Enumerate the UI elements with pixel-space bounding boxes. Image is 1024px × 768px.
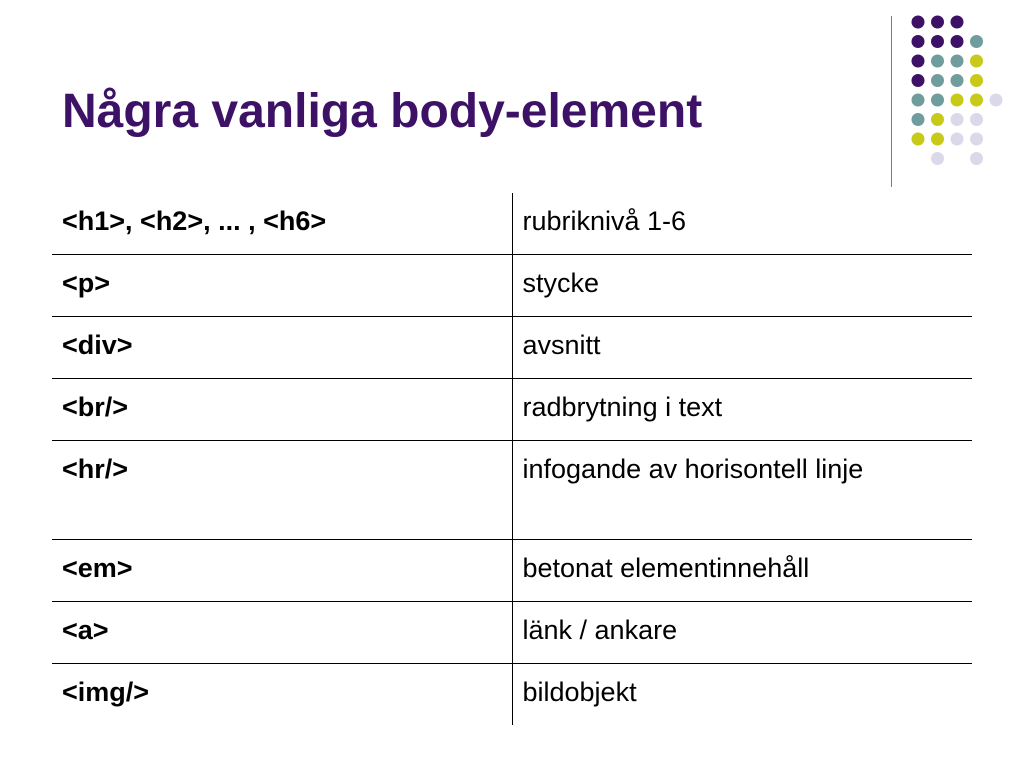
tag-cell: <p> — [62, 268, 111, 298]
decorative-dot — [951, 94, 964, 107]
decorative-dot — [970, 113, 983, 126]
table-row — [52, 379, 972, 441]
decorative-dot — [912, 94, 925, 107]
decorative-dot — [951, 74, 964, 87]
decorative-dot — [931, 133, 944, 146]
decorative-dot — [931, 55, 944, 68]
decorative-dot — [912, 133, 925, 146]
tag-cell: <em> — [62, 553, 133, 583]
table-row — [52, 255, 972, 317]
decorative-dot — [951, 133, 964, 146]
decorative-dot — [931, 74, 944, 87]
description-cell: rubriknivå 1-6 — [512, 193, 972, 255]
decorative-dot — [970, 55, 983, 68]
decorative-dot — [931, 113, 944, 126]
tag-cell: <div> — [62, 330, 133, 360]
decorative-dot — [990, 94, 1003, 107]
decorative-dot — [931, 152, 944, 165]
tag-cell: <a> — [62, 615, 109, 645]
decorative-dot — [951, 16, 964, 29]
decorative-dot — [970, 94, 983, 107]
table-row — [52, 193, 972, 255]
decorative-dot — [912, 55, 925, 68]
tag-cell: <img/> — [62, 677, 150, 707]
description-cell: länk / ankare — [512, 602, 972, 664]
table-row — [52, 540, 972, 602]
description-cell: bildobjekt — [512, 664, 972, 726]
table-row — [52, 602, 972, 664]
tag-cell: <hr/> — [62, 454, 129, 484]
description-cell: avsnitt — [512, 317, 972, 379]
decorative-dot — [912, 74, 925, 87]
decorative-dot — [951, 55, 964, 68]
decorative-dot — [912, 35, 925, 48]
decorative-vertical-rule — [891, 16, 892, 187]
description-cell: stycke — [512, 255, 972, 317]
decorative-dot — [931, 35, 944, 48]
description-cell: betonat elementinnehåll — [512, 540, 972, 602]
element-table — [52, 193, 972, 725]
decorative-dot — [931, 16, 944, 29]
decorative-dot — [931, 94, 944, 107]
decorative-dot — [912, 16, 925, 29]
slide-title: Några vanliga body-element — [62, 85, 703, 138]
decorative-dot — [951, 113, 964, 126]
description-cell: radbrytning i text — [512, 379, 972, 441]
table-row — [52, 317, 972, 379]
decorative-dot — [970, 35, 983, 48]
decorative-dot — [951, 35, 964, 48]
decorative-dot — [970, 133, 983, 146]
table-row — [52, 441, 972, 540]
decorative-dot — [912, 113, 925, 126]
decorative-dot — [970, 74, 983, 87]
tag-cell: <h1>, <h2>, ... , <h6> — [62, 206, 327, 236]
decorative-dot — [970, 152, 983, 165]
table-row — [52, 664, 972, 726]
description-cell: infogande av horisontell linje — [512, 441, 972, 540]
tag-cell: <br/> — [62, 392, 129, 422]
